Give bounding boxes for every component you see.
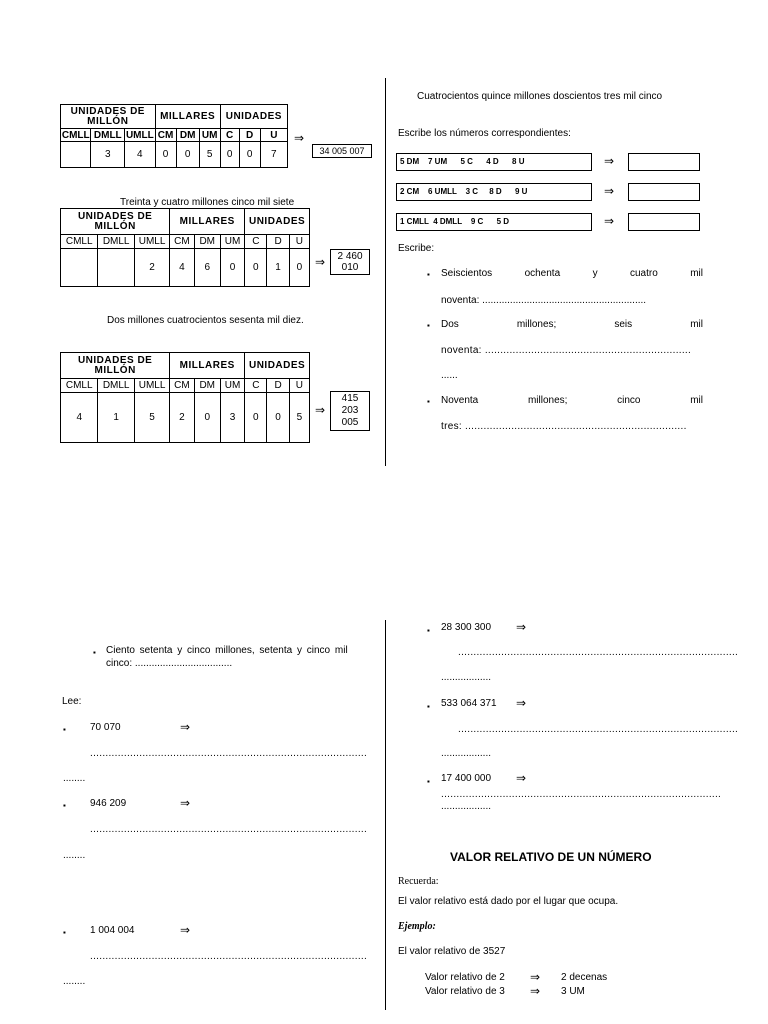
answer-line[interactable]: .................. xyxy=(441,748,492,759)
cell xyxy=(61,142,91,168)
subheader: UM xyxy=(220,379,244,393)
instruction: Escribe los números correspondientes: xyxy=(398,128,571,139)
answer-line[interactable]: ........ xyxy=(63,976,86,987)
number: 70 070 xyxy=(90,722,121,733)
lee-label: Lee: xyxy=(62,696,82,707)
header-unidades: UNIDADES xyxy=(220,105,287,129)
cell: 7 xyxy=(260,142,287,168)
place-value-table-2 xyxy=(60,208,310,287)
subheader: CMLL xyxy=(61,379,98,393)
header-millares: MILLARES xyxy=(170,353,245,379)
bullet-icon: ▪ xyxy=(63,928,66,937)
subheader: U xyxy=(289,235,309,249)
arrow-icon: ⇒ xyxy=(516,620,527,634)
cell xyxy=(61,249,98,287)
cell: 1 xyxy=(98,393,134,443)
arrow-icon: ⇒ xyxy=(530,970,541,984)
cell: 0 xyxy=(155,142,176,168)
answer-line[interactable]: ...... xyxy=(441,370,458,381)
cell: 0 xyxy=(267,393,289,443)
subheader: CM xyxy=(155,129,176,142)
result-line: 203 xyxy=(341,405,359,416)
example-row-value: 2 decenas xyxy=(561,972,608,983)
cell: 0 xyxy=(289,249,309,287)
result-line: 005 xyxy=(341,417,359,428)
word: seis xyxy=(614,319,633,330)
cell: 4 xyxy=(170,249,194,287)
header-unidades: UNIDADES xyxy=(245,353,310,379)
bullet-icon: ▪ xyxy=(93,648,96,657)
bullet-icon: ▪ xyxy=(427,626,430,635)
subheader: DM xyxy=(194,379,220,393)
word: millones; xyxy=(527,395,568,406)
arrow-icon: ⇒ xyxy=(180,923,191,937)
subheader: CMLL xyxy=(61,235,98,249)
number: 28 300 300 xyxy=(441,622,492,633)
subheader: C xyxy=(245,235,267,249)
number: 946 209 xyxy=(90,798,127,809)
cell: 0 xyxy=(245,393,267,443)
subheader: C xyxy=(220,129,239,142)
bullet-icon: ▪ xyxy=(63,801,66,810)
subheader: UMLL xyxy=(125,129,154,141)
cell: 4 xyxy=(125,142,155,168)
subheader: D xyxy=(267,379,289,393)
cell: 0 xyxy=(176,142,199,168)
caption-3: Dos millones cuatrocientos sesenta mil diez. xyxy=(107,315,304,326)
item-words xyxy=(441,395,703,406)
subheader: DM xyxy=(194,235,220,249)
answer-line[interactable]: ........ xyxy=(63,773,86,784)
answer-line[interactable]: noventa: ........................................................... xyxy=(441,295,647,306)
word: y xyxy=(592,268,598,279)
arrow-icon: ⇒ xyxy=(604,154,615,168)
arrow-icon: ⇒ xyxy=(315,255,326,269)
arrow-icon: ⇒ xyxy=(530,984,541,998)
cell: 0 xyxy=(194,393,220,443)
cell: 3 xyxy=(220,393,244,443)
word: Dos xyxy=(441,319,459,330)
subheader: DMLL xyxy=(91,129,125,142)
item-words xyxy=(441,268,703,279)
bullet-icon: ▪ xyxy=(427,270,430,279)
subheader: U xyxy=(260,129,287,142)
example-row-label: Valor relativo de 3 xyxy=(425,986,505,997)
recuerda-label: Recuerda: xyxy=(398,876,439,887)
cell: 0 xyxy=(220,142,239,168)
cell: 4 xyxy=(61,393,98,443)
word: Noventa xyxy=(441,395,479,406)
answer-line[interactable]: .................. xyxy=(441,672,492,683)
bullet-icon: ▪ xyxy=(427,702,430,711)
answer-line[interactable]: .......................................................................................... xyxy=(90,748,368,759)
word: millones; xyxy=(516,319,557,330)
item-text: Ciento setenta y cinco millones, setenta y cinco mil xyxy=(106,645,348,656)
answer-line[interactable]: .................. xyxy=(441,801,492,812)
cell: 0 xyxy=(245,249,267,287)
bullet-icon: ▪ xyxy=(63,725,66,734)
example-row-value: 3 UM xyxy=(561,986,585,997)
cell: 2 xyxy=(170,393,194,443)
escribe-label: Escribe: xyxy=(398,243,435,254)
arrow-icon: ⇒ xyxy=(180,720,191,734)
header-unidades: UNIDADES xyxy=(245,209,310,235)
cell: 5 xyxy=(134,393,169,443)
answer-line[interactable]: noventa: ................................................................... xyxy=(441,345,692,356)
subheader: CMLL xyxy=(61,129,90,141)
subheader: UM xyxy=(220,235,244,249)
cell: 5 xyxy=(199,142,220,168)
bullet-icon: ▪ xyxy=(427,321,430,330)
word: cinco xyxy=(617,395,641,406)
cell: 0 xyxy=(220,249,244,287)
answer-box-2[interactable] xyxy=(628,183,700,201)
answer-box-1[interactable] xyxy=(628,153,700,171)
answer-box-3[interactable] xyxy=(628,213,700,231)
word: cuatro xyxy=(630,268,658,279)
subheader: D xyxy=(267,235,289,249)
header-millones: UNIDADES DE MILLÓN xyxy=(61,209,170,235)
arrow-icon: ⇒ xyxy=(516,696,527,710)
number: 533 064 371 xyxy=(441,698,497,709)
answer-line[interactable]: .......................................................................................... xyxy=(90,824,368,835)
result-line: 415 xyxy=(341,393,359,404)
subheader: CM xyxy=(170,379,194,393)
subheader: D xyxy=(239,129,260,142)
result-box-2 xyxy=(330,249,370,275)
result-line: 010 xyxy=(341,262,359,273)
word: ochenta xyxy=(524,268,561,279)
divider-bottom xyxy=(385,620,386,1010)
word: mil xyxy=(690,319,703,330)
example-row-label: Valor relativo de 2 xyxy=(425,972,505,983)
place-value-table-3 xyxy=(60,352,310,443)
ejemplo-label: Ejemplo: xyxy=(398,921,436,932)
cell: 2 xyxy=(134,249,169,287)
arrow-icon: ⇒ xyxy=(294,131,305,145)
answer-line[interactable]: tres: ........................................................................ xyxy=(441,421,687,432)
answer-line[interactable]: .......................................................................................... xyxy=(90,951,368,962)
bullet-icon: ▪ xyxy=(427,397,430,406)
definition: El valor relativo está dado por el lugar que ocupa. xyxy=(398,896,619,907)
word: mil xyxy=(690,395,703,406)
subheader: DMLL xyxy=(98,235,134,249)
result-box-3 xyxy=(330,391,370,431)
header-millones: UNIDADES DE MILLÓN xyxy=(61,105,156,129)
cell xyxy=(98,249,134,287)
header-millares: MILLARES xyxy=(155,105,220,129)
answer-line[interactable]: ........................................................................................... xyxy=(441,789,722,800)
code-box-2: 2 CM 6 UMLL 3 C 8 D 9 U xyxy=(396,183,592,201)
number: 17 400 000 xyxy=(441,773,492,784)
subheader: DMLL xyxy=(98,379,134,393)
subheader: C xyxy=(245,379,267,393)
answer-line[interactable]: ........................................................................................... xyxy=(458,647,739,658)
example-intro: El valor relativo de 3527 xyxy=(398,946,506,957)
place-value-table-1 xyxy=(60,104,288,168)
subheader: UMLL xyxy=(134,235,169,249)
bullet-icon: ▪ xyxy=(427,777,430,786)
word: Seiscientos xyxy=(441,268,493,279)
cell: 5 xyxy=(289,393,309,443)
cell: 1 xyxy=(267,249,289,287)
subheader: UM xyxy=(199,129,220,142)
answer-line[interactable]: ........ xyxy=(63,850,86,861)
cell: 6 xyxy=(194,249,220,287)
divider-top xyxy=(385,78,386,466)
item-text: cinco: ................................... xyxy=(106,658,233,669)
section-title: VALOR RELATIVO DE UN NÚMERO xyxy=(450,850,652,864)
arrow-icon: ⇒ xyxy=(516,771,527,785)
number: 1 004 004 xyxy=(90,925,135,936)
arrow-icon: ⇒ xyxy=(604,184,615,198)
cell: 0 xyxy=(239,142,260,168)
item-words xyxy=(441,319,703,330)
result-box-1: 34 005 007 xyxy=(312,144,372,158)
number-in-words: Cuatrocientos quince millones doscientos tres mil cinco xyxy=(417,91,663,102)
subheader: UMLL xyxy=(134,379,169,393)
word: mil xyxy=(690,268,703,279)
subheader: CM xyxy=(170,235,194,249)
arrow-icon: ⇒ xyxy=(180,796,191,810)
caption-2: Treinta y cuatro millones cinco mil siete xyxy=(120,197,295,208)
subheader: U xyxy=(289,379,309,393)
subheader: DM xyxy=(176,129,199,142)
result-line: 2 460 xyxy=(337,251,363,262)
arrow-icon: ⇒ xyxy=(604,214,615,228)
header-millares: MILLARES xyxy=(170,209,245,235)
answer-line[interactable]: ........................................................................................... xyxy=(458,724,739,735)
cell: 3 xyxy=(91,142,125,168)
code-box-1: 5 DM 7 UM 5 C 4 D 8 U xyxy=(396,153,592,171)
arrow-icon: ⇒ xyxy=(315,403,326,417)
code-box-3: 1 CMLL 4 DMLL 9 C 5 D xyxy=(396,213,592,231)
header-millones: UNIDADES DE MILLÓN xyxy=(61,353,170,379)
